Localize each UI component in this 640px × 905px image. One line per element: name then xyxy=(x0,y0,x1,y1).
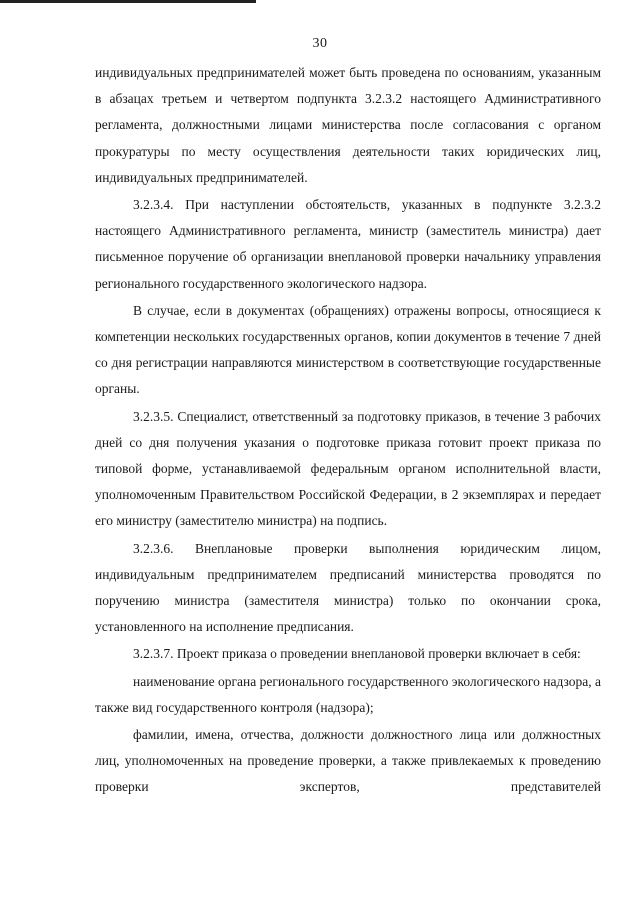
document-body xyxy=(95,60,601,801)
paragraph-continuation: индивидуальных предпринимателей может быть проведена по основаниям, указанным в абзацах третьем и четвертом подпункта 3.2.3.2 настоящего Административного регламента, должностными лицами министерства после согласования с органом прокуратуры по месту осуществления деятельности таких юридических лиц, индивидуальных предпринимателей. xyxy=(95,65,601,185)
paragraph-agency-name: наименование органа регионального государственного экологического надзора, а также вид государственного контроля (надзора); xyxy=(95,673,601,715)
paragraph-multiple-agencies: В случае, если в документах (обращениях) отражены вопросы, относящиеся к компетенции нескольких государственных органов, копии документов в течение 7 дней со дня регистрации направляются министерством в соответствующие государственные органы. xyxy=(95,302,601,397)
paragraph-3-2-3-5: 3.2.3.5. Специалист, ответственный за подготовку приказов, в течение 3 рабочих дней со дня получения указания о подготовке приказа готовит проект приказа по типовой форме, устанавливаемой федеральным органом исполнительной власти, уполномоченным Правительством Российской Федерации, в 2 экземплярах и передает его министру (заместителю министра) на подпись. xyxy=(95,408,601,529)
top-rule-line xyxy=(0,0,256,3)
paragraph-3-2-3-6: 3.2.3.6. Внеплановые проверки выполнения юридическим лицом, индивидуальным предпринимателем предписаний министерства проводятся по поручению министра (заместителя министра) только по окончании срока, установленного на исполнение предписания. xyxy=(95,540,601,635)
paragraph-3-2-3-7: 3.2.3.7. Проект приказа о проведении внеплановой проверки включает в себя: xyxy=(133,646,581,662)
page-number: 30 xyxy=(312,36,328,51)
paragraph-officials: фамилии, имена, отчества, должности должностного лица или должностных лиц, уполномоченных на проведение проверки, а также привлекаемых к проведению проверки экспертов, представителей xyxy=(95,727,601,795)
paragraph-3-2-3-4: 3.2.3.4. При наступлении обстоятельств, указанных в подпункте 3.2.3.2 настоящего Административного регламента, министр (заместитель министра) дает письменное поручение об организации внеплановой проверки начальнику управления регионального государственного экологического надзора. xyxy=(95,197,601,291)
